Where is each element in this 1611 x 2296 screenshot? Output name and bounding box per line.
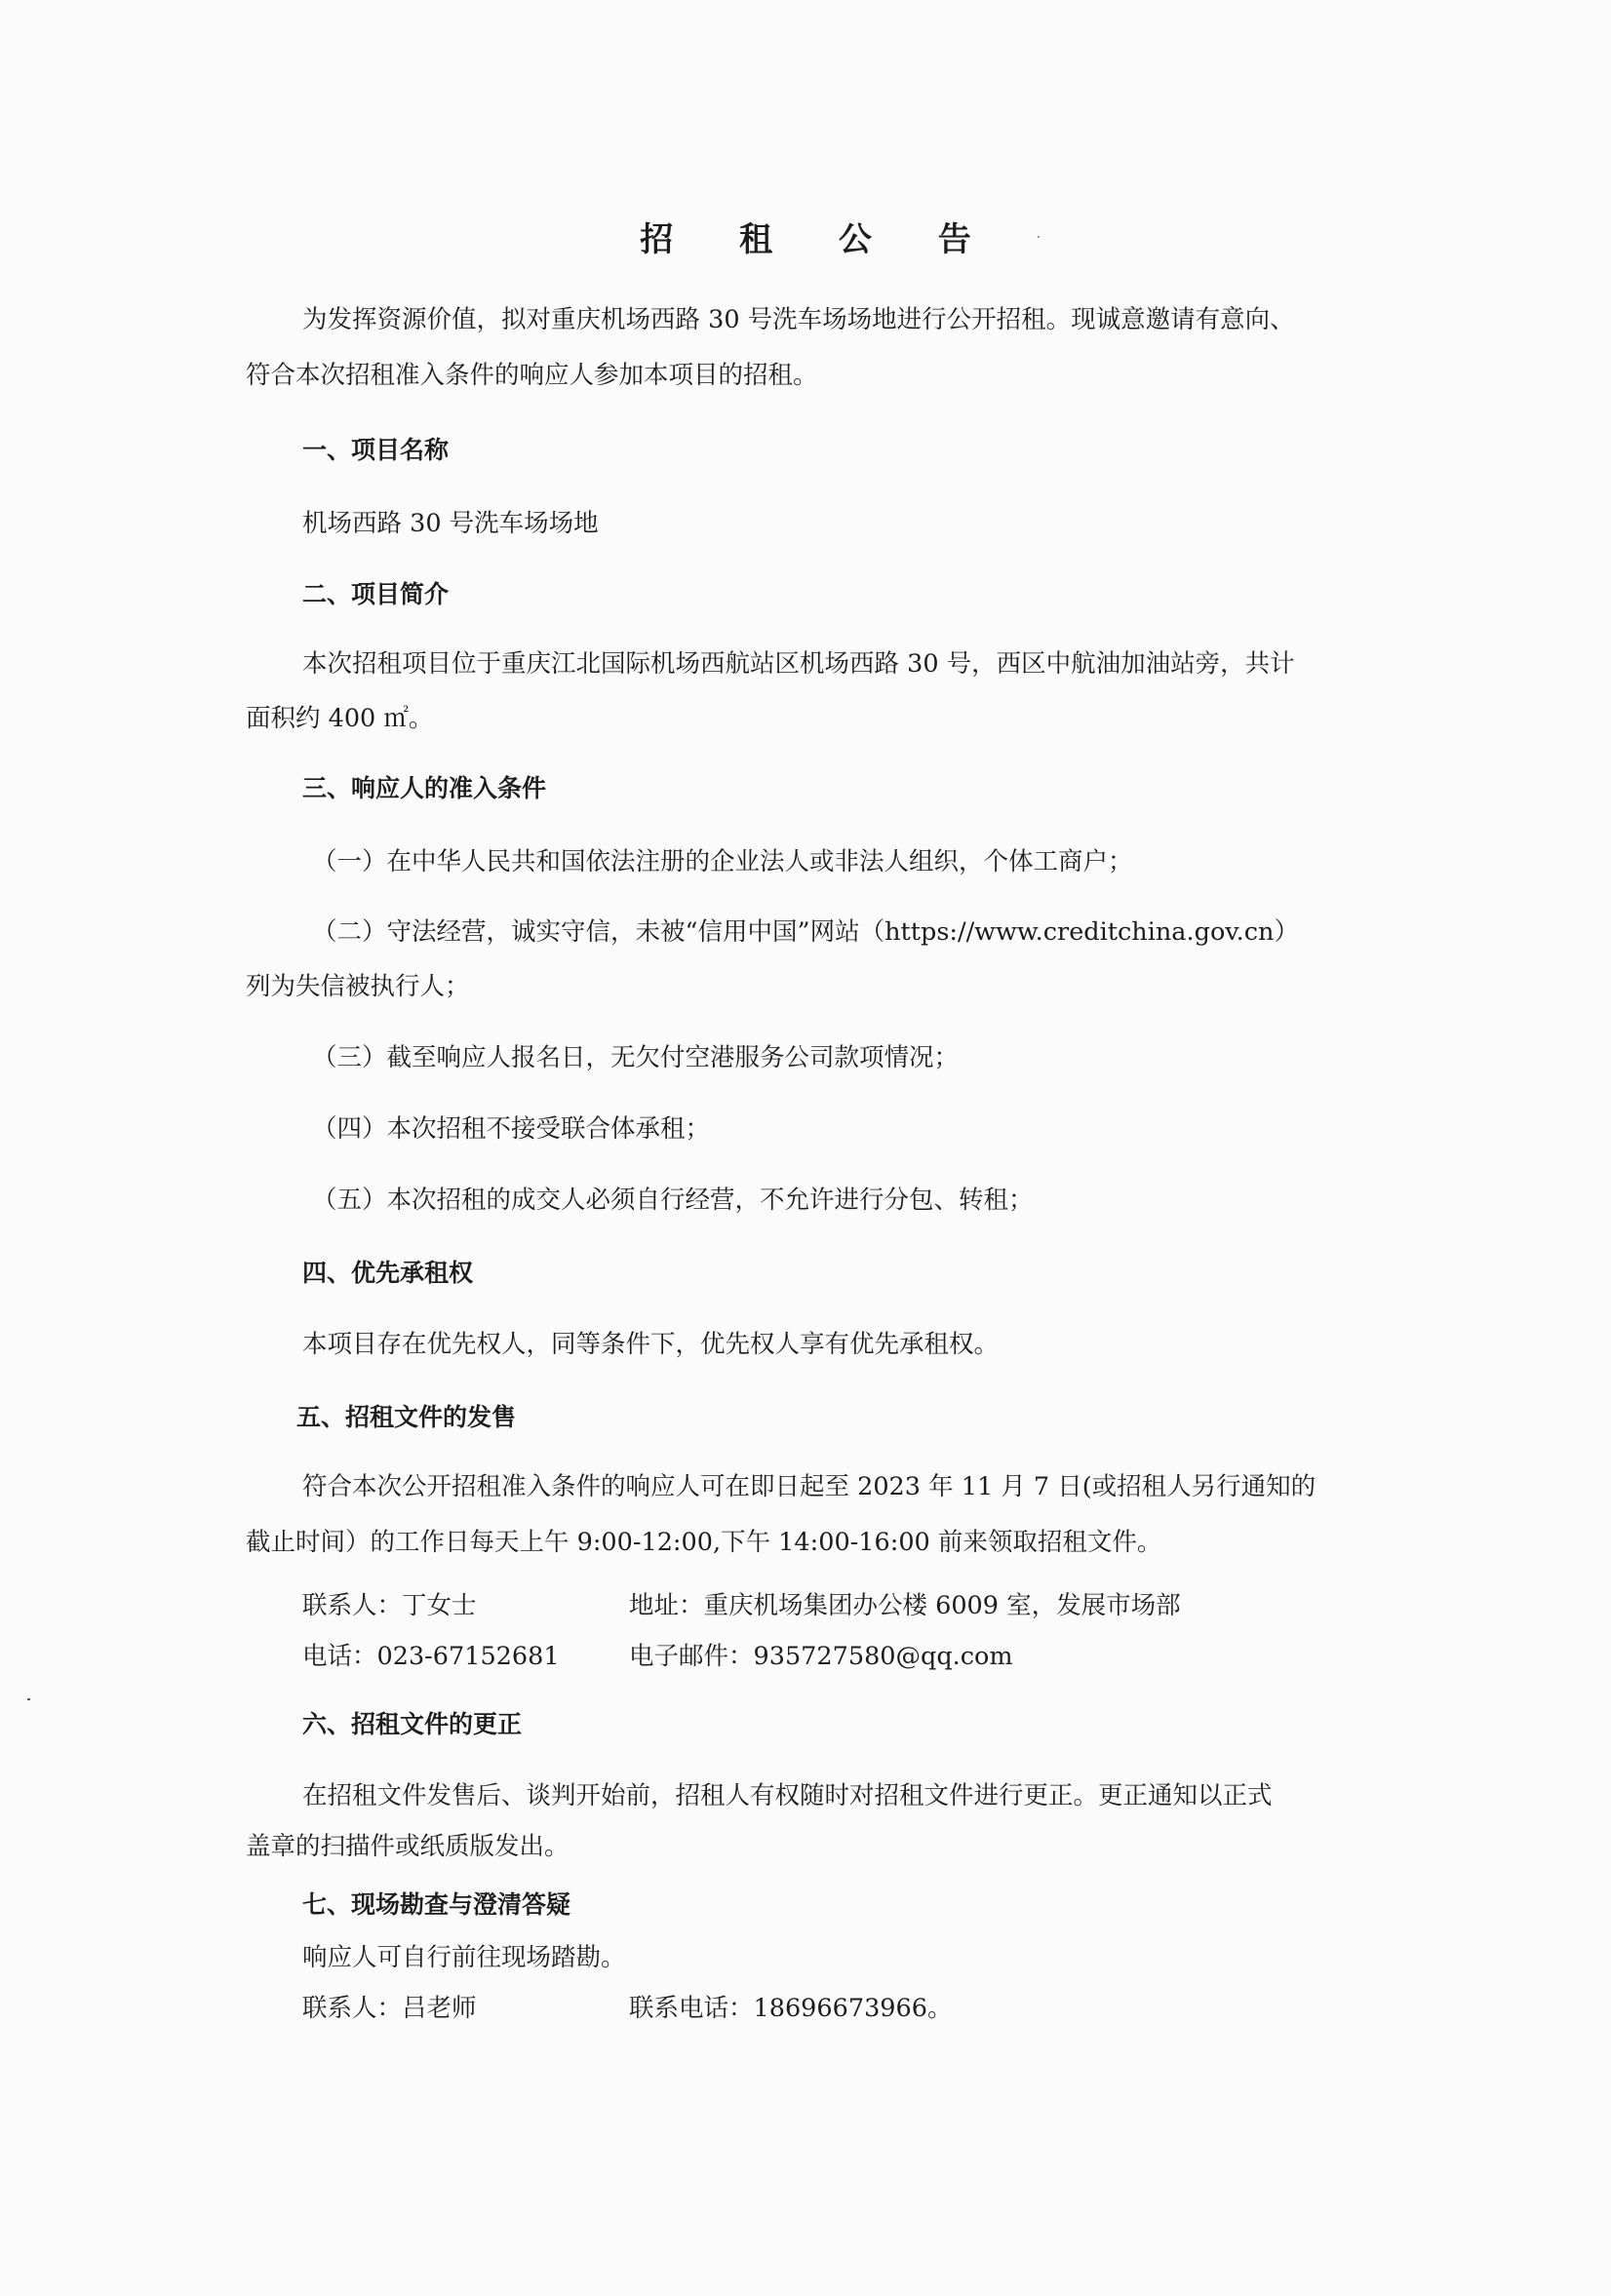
- scan-speck: [27, 1698, 30, 1700]
- section-3-item-3: （三）截至响应人报名日，无欠付空港服务公司款项情况；: [312, 1043, 960, 1072]
- section-5-heading: 五、招租文件的发售: [296, 1403, 517, 1431]
- section-7-phone: 联系电话：18696673966。: [629, 1994, 953, 2023]
- section-7-heading: 七、现场勘查与澄清答疑: [302, 1890, 571, 1919]
- section-6-line-1: 在招租文件发售后、谈判开始前，招租人有权随时对招租文件进行更正。更正通知以正式: [302, 1781, 1273, 1810]
- section-5-line-2: 截止时间）的工作日每天上午 9:00-12:00,下午 14:00-16:00 前来领取招租文件。: [246, 1528, 1162, 1557]
- document-title: 招 租 公 告: [640, 220, 999, 259]
- section-1-body: 机场西路 30 号洗车场场地: [302, 509, 599, 538]
- section-3-item-2-line-1: （二）守法经营，诚实守信，未被“信用中国”网站（https://www.creditchina.gov.cn）: [312, 917, 1299, 947]
- scan-speck: [1038, 236, 1040, 238]
- section-3-item-5: （五）本次招租的成交人必须自行经营，不允许进行分包、转租；: [312, 1186, 1034, 1215]
- section-3-item-2-line-2: 列为失信被执行人；: [246, 972, 470, 1001]
- section-3-item-1: （一）在中华人民共和国依法注册的企业法人或非法人组织，个体工商户；: [312, 847, 1133, 876]
- section-4-heading: 四、优先承租权: [302, 1259, 474, 1287]
- section-4-body: 本项目存在优先权人，同等条件下，优先权人享有优先承租权。: [302, 1330, 1000, 1359]
- section-2-heading: 二、项目简介: [302, 580, 450, 608]
- section-5-phone: 电话：023-67152681: [302, 1642, 560, 1671]
- intro-line-1: 为发挥资源价值，拟对重庆机场西路 30 号洗车场场地进行公开招租。现诚意邀请有意向、: [302, 305, 1295, 334]
- section-2-line-2: 面积约 400 ㎡。: [246, 704, 434, 733]
- section-3-item-4: （四）本次招租不接受联合体承租；: [312, 1114, 711, 1144]
- section-5-line-1: 符合本次公开招租准入条件的响应人可在即日起至 2023 年 11 月 7 日(或招租人另行通知的: [302, 1472, 1316, 1501]
- section-5-address: 地址：重庆机场集团办公楼 6009 室，发展市场部: [629, 1591, 1181, 1620]
- section-1-heading: 一、项目名称: [302, 436, 450, 464]
- section-5-email: 电子邮件：935727580@qq.com: [629, 1642, 1013, 1671]
- section-6-line-2: 盖章的扫描件或纸质版发出。: [246, 1832, 570, 1861]
- section-7-contact: 联系人：吕老师: [302, 1994, 477, 2023]
- section-2-line-1: 本次招租项目位于重庆江北国际机场西航站区机场西路 30 号，西区中航油加油站旁，共计: [302, 649, 1295, 679]
- section-7-body: 响应人可自行前往现场踏勘。: [302, 1943, 626, 1972]
- section-5-contact: 联系人：丁女士: [302, 1591, 477, 1620]
- section-6-heading: 六、招租文件的更正: [302, 1710, 523, 1738]
- intro-line-2: 符合本次招租准入条件的响应人参加本项目的招租。: [246, 361, 818, 390]
- section-3-heading: 三、响应人的准入条件: [302, 774, 547, 802]
